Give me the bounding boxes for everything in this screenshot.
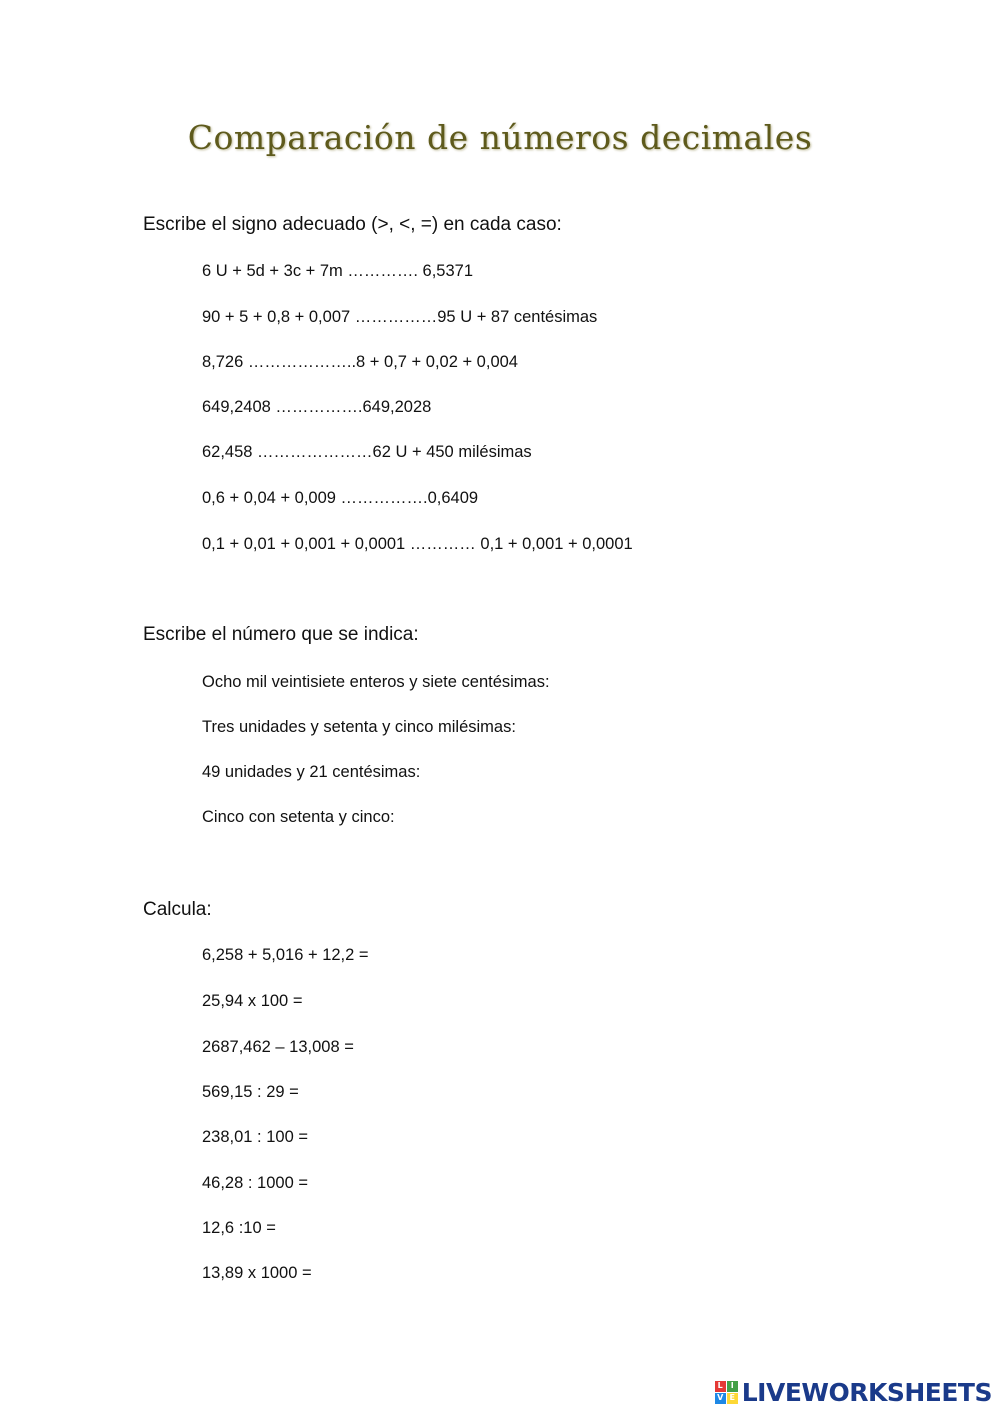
calc-item: 13,89 x 1000 =	[202, 1264, 312, 1282]
calc-item: 2687,462 – 13,008 =	[202, 1038, 354, 1056]
calc-item: 25,94 x 100 =	[202, 992, 303, 1010]
section-heading-compare: Escribe el signo adecuado (>, <, =) en cada caso:	[143, 214, 562, 235]
logo-tile-e: E	[727, 1393, 738, 1404]
compare-item: 649,2408 …………….649,2028	[202, 398, 432, 416]
calc-item: 6,258 + 5,016 + 12,2 =	[202, 946, 369, 964]
section-heading-calculate: Calcula:	[143, 899, 212, 920]
write-number-item: 49 unidades y 21 centésimas:	[202, 763, 421, 781]
write-number-item: Cinco con setenta y cinco:	[202, 808, 395, 826]
compare-item: 90 + 5 + 0,8 + 0,007 ……………95 U + 87 centésimas	[202, 308, 598, 326]
liveworksheets-logo-icon	[715, 1381, 738, 1404]
logo-tile-i: I	[727, 1381, 738, 1392]
liveworksheets-logo[interactable]	[715, 1375, 992, 1409]
compare-item: 6 U + 5d + 3c + 7m …………. 6,5371	[202, 262, 474, 280]
calc-item: 12,6 :10 =	[202, 1219, 276, 1237]
calc-item: 569,15 : 29 =	[202, 1083, 299, 1101]
compare-item: 0,6 + 0,04 + 0,009 …………….0,6409	[202, 489, 479, 507]
calc-item: 46,28 : 1000 =	[202, 1174, 308, 1192]
section-heading-write-number: Escribe el número que se indica:	[143, 624, 419, 645]
calc-item: 238,01 : 100 =	[202, 1128, 308, 1146]
compare-item: 8,726 ………………..8 + 0,7 + 0,02 + 0,004	[202, 353, 518, 371]
compare-item: 62,458 …………………62 U + 450 milésimas	[202, 443, 532, 461]
logo-tile-v: V	[715, 1393, 726, 1404]
page-title: Comparación de números decimales	[187, 118, 813, 157]
liveworksheets-logo-text: LIVEWORKSHEETS	[741, 1377, 992, 1407]
logo-tile-l: L	[715, 1381, 726, 1392]
write-number-item: Ocho mil veintisiete enteros y siete centésimas:	[202, 673, 550, 691]
write-number-item: Tres unidades y setenta y cinco milésimas:	[202, 718, 516, 736]
compare-item: 0,1 + 0,01 + 0,001 + 0,0001 ………… 0,1 + 0,001 + 0,0001	[202, 535, 633, 553]
